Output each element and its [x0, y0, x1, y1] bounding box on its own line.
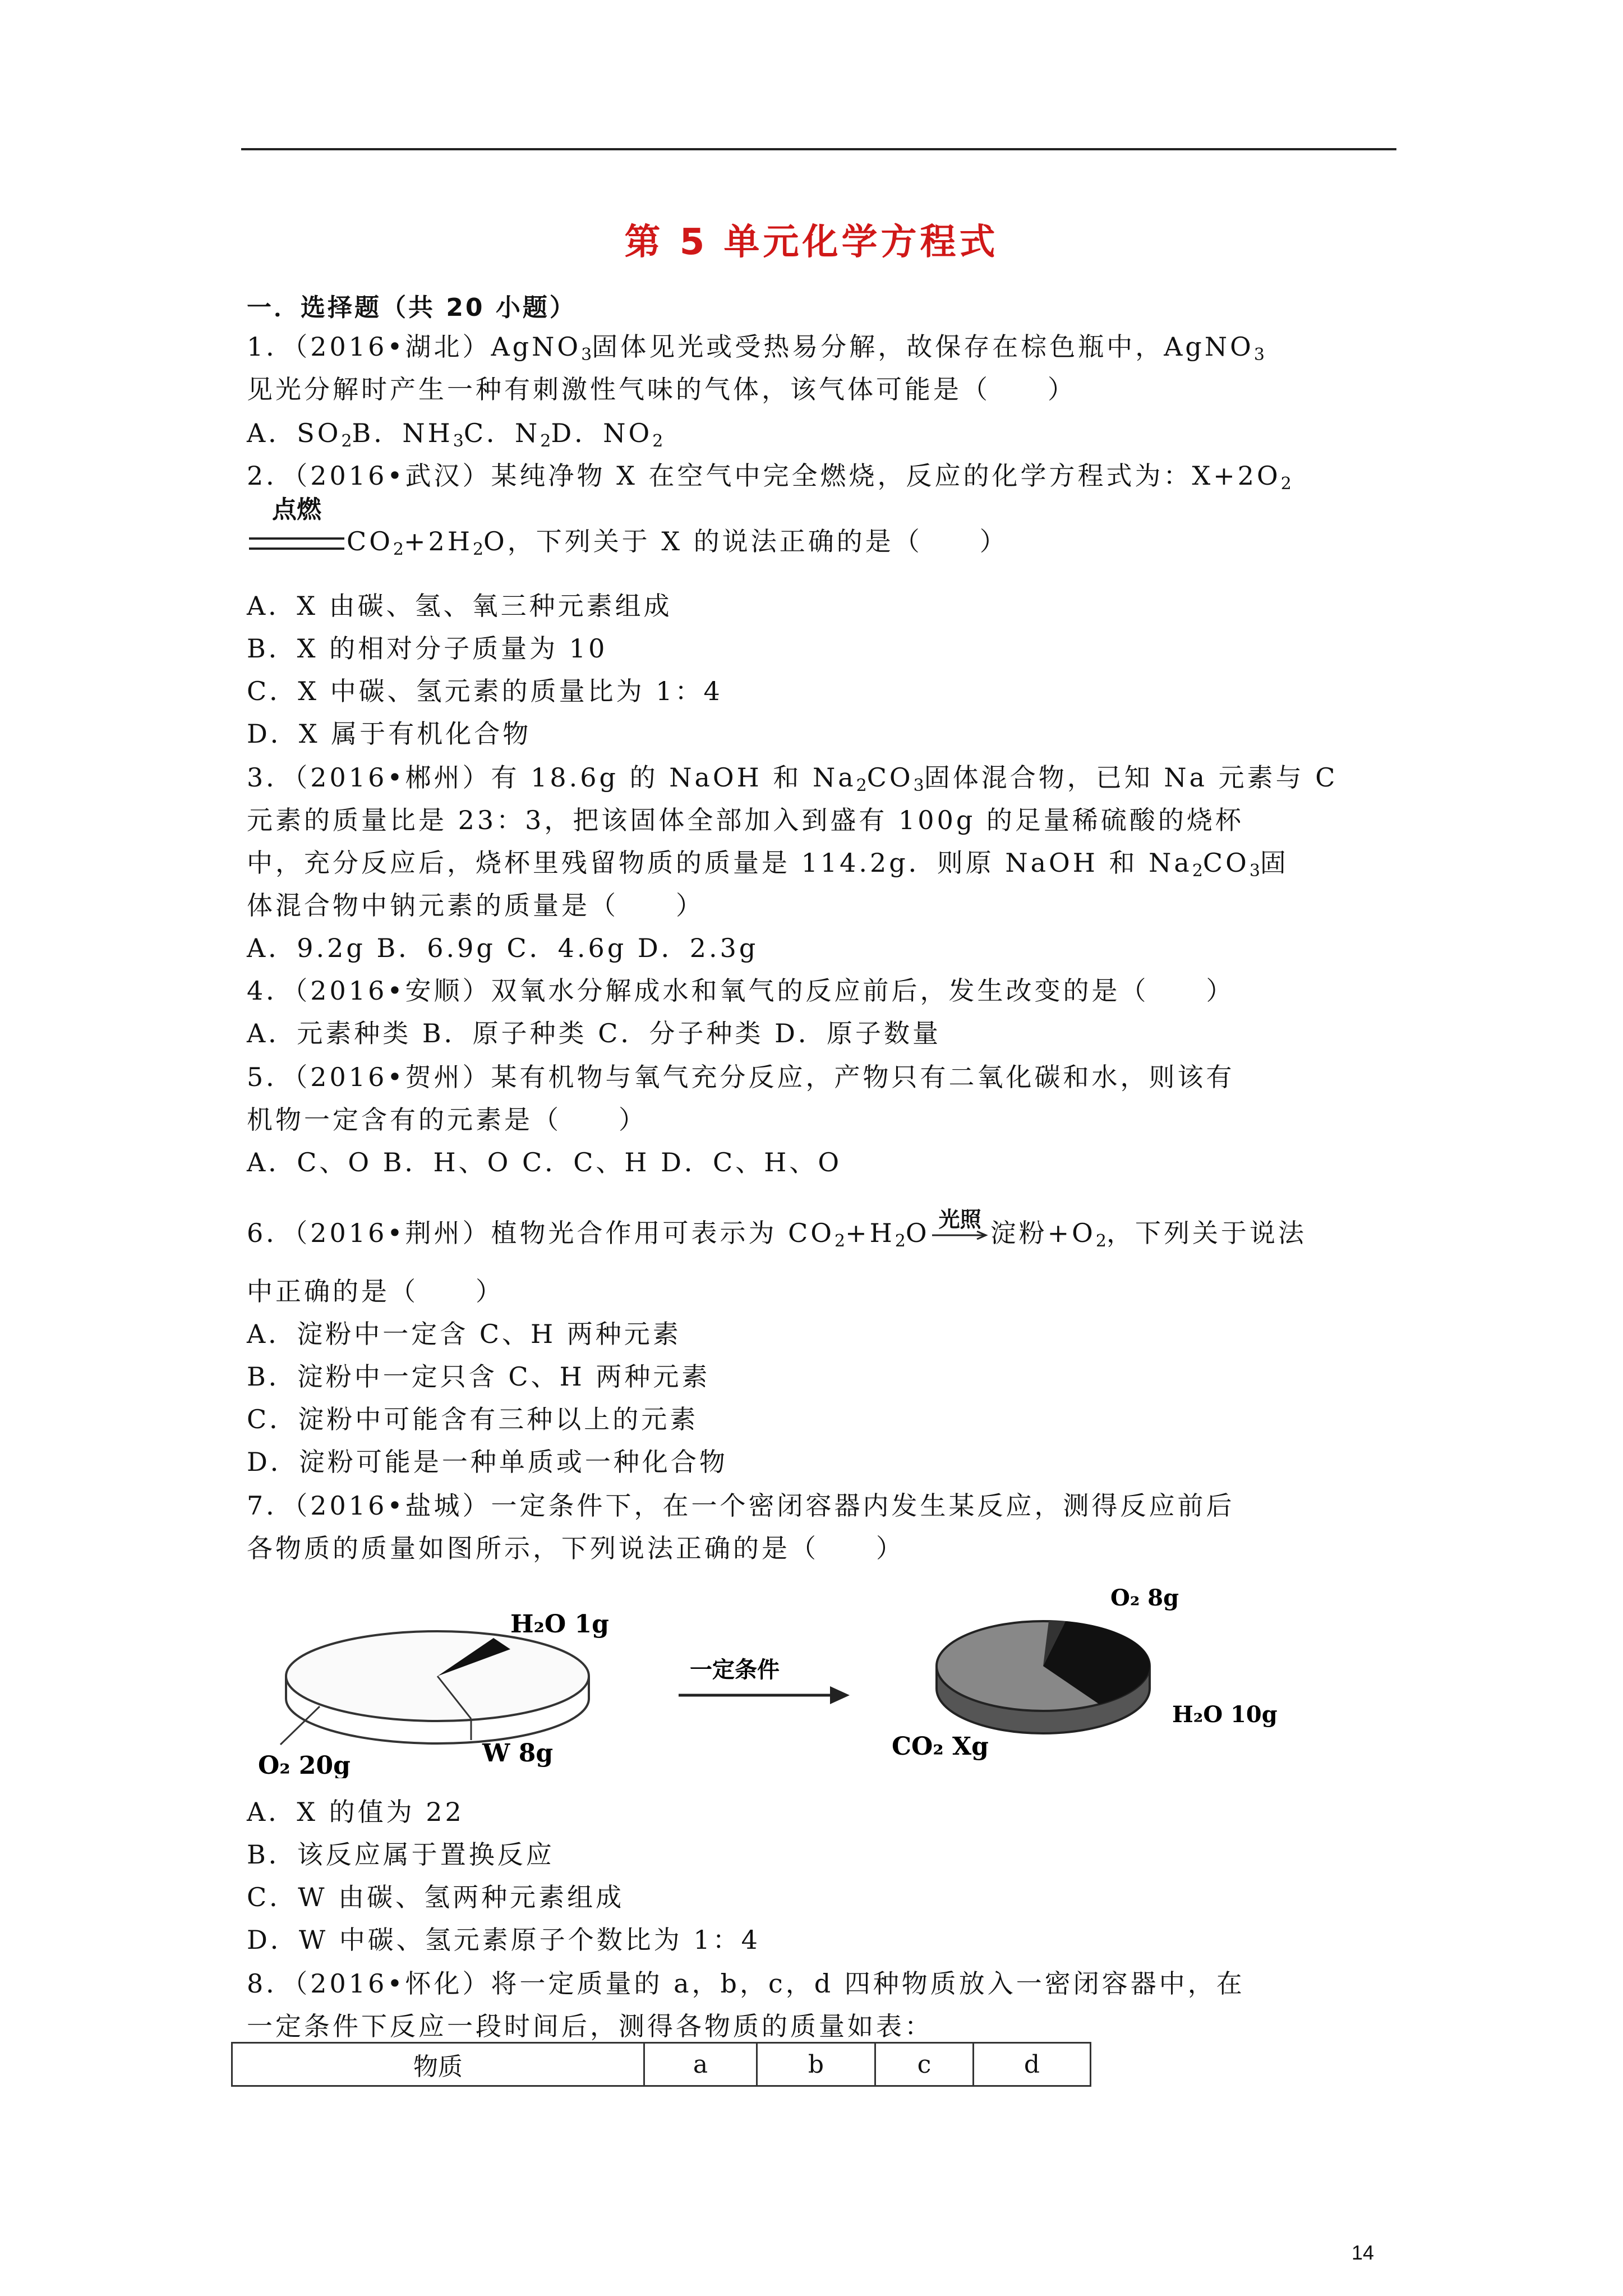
q7-option-b: B．该反应属于置换反应: [247, 1839, 555, 1870]
reaction-condition: 点燃: [272, 495, 321, 524]
q8-table: [231, 2042, 1091, 2087]
q2-line1: 2．（2016•武汉）某纯净物 X 在空气中完全燃烧，反应的化学方程式为：$X+2O_2$: [247, 461, 1292, 494]
table-header-cell: c: [875, 2043, 974, 2086]
page-number: 14: [1352, 2241, 1375, 2264]
label-right-h2o: H₂O 10g: [1172, 1701, 1278, 1728]
q1-line2: 见光分解时产生一种有刺激性气味的气体，该气体可能是（ ）: [247, 374, 1076, 404]
q3-line3: 中，充分反应后，烧杯里残留物质的质量是 114.2g．则原 NaOH 和 $Na_2CO_3$固: [247, 848, 1289, 881]
arrow-label: 一定条件: [690, 1657, 780, 1683]
pie-after: [892, 1585, 1278, 1761]
q2-option-c: C．X 中碳、氢元素的质量比为 1：4: [247, 676, 723, 706]
condition-arrow: [679, 1657, 850, 1704]
table-header-cell: 物质: [232, 2043, 644, 2086]
table-header-cell: a: [644, 2043, 757, 2086]
reaction-equals-sign: [249, 495, 344, 558]
q6-option-a: A．淀粉中一定含 C、H 两种元素: [247, 1319, 681, 1349]
q2-option-d: D．X 属于有机化合物: [247, 719, 532, 749]
q6-option-b: B．淀粉中一定只含 C、H 两种元素: [247, 1361, 711, 1392]
label-left-o2: O₂ 20g: [258, 1751, 351, 1778]
q8-line2: 一定条件下反应一段时间后，测得各物质的质量如表：: [247, 2011, 933, 2041]
q7-option-d: D．W 中碳、氢元素原子个数比为 1：4: [247, 1925, 760, 1955]
q3-line4: 体混合物中钠元素的质量是（ ）: [247, 890, 704, 921]
q2-option-a: A．X 由碳、氢、氧三种元素组成: [247, 591, 672, 621]
q2-option-b: B．X 的相对分子质量为 10: [247, 633, 608, 664]
q5-line1: 5．（2016•贺州）某有机物与氧气充分反应，产物只有二氧化碳和水，则该有: [247, 1062, 1235, 1092]
table-header-cell: d: [974, 2043, 1091, 2086]
q6-line1: 6．（2016•荆州）植物光合作用可表示为 $CO_2+H_2O$ 光照 淀粉$+O_2$，下列关于说法: [247, 1216, 1307, 1258]
q1-options: A．$SO_2B$．$NH_3C$．$N_2D$．$NO_2$: [247, 418, 663, 451]
table-row: [232, 2043, 1091, 2086]
label-right-co2: CO₂ Xg: [892, 1732, 989, 1761]
q4-line1: 4．（2016•安顺）双氧水分解成水和氧气的反应前后，发生改变的是（ ）: [247, 976, 1235, 1006]
q7-option-c: C．W 由碳、氢两种元素组成: [247, 1882, 625, 1912]
reaction-condition: 光照: [938, 1207, 981, 1232]
label-right-o2: O₂ 8g: [1110, 1585, 1179, 1611]
label-left-h2o: H₂O 1g: [510, 1610, 609, 1639]
pie-before: [258, 1610, 609, 1778]
table-header-cell: b: [757, 2043, 875, 2086]
q2-line2: 点燃 $CO_2+2H_2O$，下列关于 X 的说法正确的是（ ）: [247, 524, 1008, 567]
q7-option-a: A．X 的值为 22: [247, 1797, 464, 1827]
label-left-w: W 8g: [482, 1739, 554, 1768]
section-heading: 一．选择题（共 20 小题）: [247, 293, 577, 322]
q4-options: A．元素种类 B．原子种类 C．分子种类 D．原子数量: [247, 1018, 941, 1048]
q3-line1: 3．（2016•郴州）有 18.6g 的 NaOH 和 $Na_2CO_3$固体混合物，已知 Na 元素与 C: [247, 762, 1338, 795]
q6-line2: 中正确的是（ ）: [247, 1276, 504, 1306]
q1-line1: 1．（2016•湖北）AgNO$_3$固体见光或受热易分解，故保存在棕色瓶中，AgNO$_3$: [247, 332, 1265, 365]
q7-pie-figure: [247, 1576, 1312, 1778]
q7-line1: 7．（2016•盐城）一定条件下，在一个密闭容器内发生某反应，测得反应前后: [247, 1490, 1235, 1521]
q5-options: A．C、O B．H、O C．C、H D．C、H、O: [247, 1147, 842, 1177]
q7-line2: 各物质的质量如图所示，下列说法正确的是（ ）: [247, 1533, 905, 1563]
q6-option-c: C．淀粉中可能含有三种以上的元素: [247, 1404, 699, 1434]
q3-options: A．9.2g B．6.9g C．4.6g D．2.3g: [247, 933, 759, 963]
reaction-arrow: [932, 1207, 988, 1240]
q8-line1: 8．（2016•怀化）将一定质量的 a，b，c，d 四种物质放入一密闭容器中，在: [247, 1968, 1245, 1999]
q5-line2: 机物一定含有的元素是（ ）: [247, 1105, 647, 1135]
page-title: 第 5 单元化学方程式: [624, 222, 999, 263]
q3-line2: 元素的质量比是 23：3，把该固体全部加入到盛有 100g 的足量稀硫酸的烧杯: [247, 805, 1244, 835]
q6-option-d: D．淀粉可能是一种单质或一种化合物: [247, 1447, 728, 1477]
header-rule: [241, 148, 1396, 150]
